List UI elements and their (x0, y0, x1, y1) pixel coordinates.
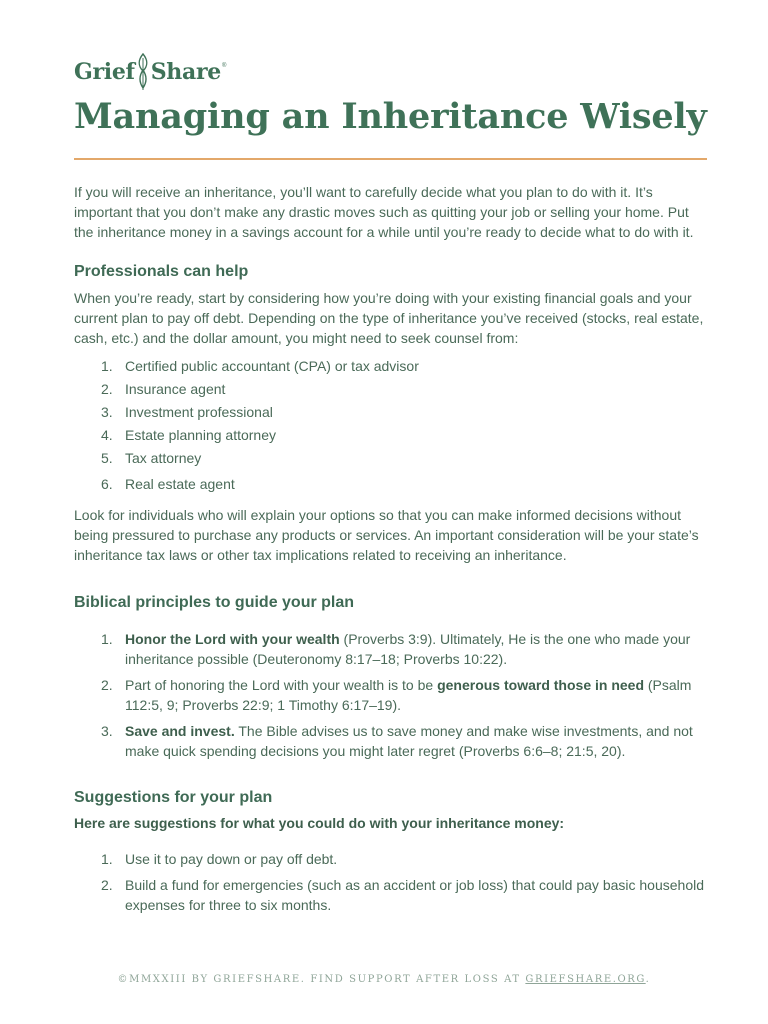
logo-word-right: Share (150, 59, 221, 85)
list-item: 1. Certified public accountant (CPA) or tax advisor (101, 358, 419, 374)
leaf-icon (136, 52, 150, 92)
professionals-closing: Look for individuals who will explain your options so that you can make informed decisions without being pressured to purchase any products or services. An important consideration will be your state’s inheritance tax laws or other tax implications related to receiving an inheritance. (74, 507, 699, 563)
list-item: 5. Tax attorney (101, 450, 202, 466)
title-divider (74, 158, 707, 160)
list-item: 3. Save and invest. The Bible advises us to save money and make wise investments, and not make quick spending decisions you might later regret (Proverbs 6:6–8; 21:5, 20). (101, 723, 693, 759)
registered-mark: ® (221, 63, 227, 69)
suggestions-intro: Here are suggestions for what you could do with your inheritance money: (74, 815, 565, 831)
footer-end: . (645, 974, 651, 985)
suggestions-heading: Suggestions for your plan (74, 789, 273, 806)
logo-word-left: Grief (74, 59, 135, 85)
biblical-list (74, 629, 708, 761)
biblical-heading: Biblical principles to guide your plan (74, 594, 355, 611)
list-item: 1. Use it to pay down or pay off debt. (101, 851, 338, 867)
list-item: 2. Insurance agent (101, 381, 226, 397)
professionals-heading: Professionals can help (74, 263, 249, 280)
list-item: 2. Part of honoring the Lord with your wealth is to be generous toward those in need (Psalm 112:5, 9; Proverbs 22:9; 1 Timothy 6:17–19). (101, 677, 692, 713)
intro-paragraph: If you will receive an inheritance, you’ll want to carefully decide what you plan to do with it. It’s important that you don’t make any drastic moves such as quitting your job or selling your home. Put the inheritance money in a savings account for a while until you’re ready to decide what to do with it. (74, 184, 694, 240)
page-title: Managing an Inheritance Wisely (74, 96, 707, 137)
footer-text: ©MMXXIII BY GRIEFSHARE. FIND SUPPORT AFTER LOSS AT (117, 974, 526, 985)
footer-link[interactable]: GRIEFSHARE.ORG (525, 974, 646, 985)
list-item: 3. Investment professional (101, 404, 273, 420)
list-item: 4. Estate planning attorney (101, 427, 276, 443)
list-item: 2. Build a fund for emergencies (such as an accident or job loss) that could pay basic household expenses for three to six months. (101, 877, 705, 913)
professionals-intro: When you’re ready, start by considering how you’re doing with your existing financial goals and your current plan to pay off debt. Depending on the type of inheritance you’ve received (stocks, real estate, cash, etc.) and the dollar amount, you might need to seek counsel from: (74, 290, 704, 346)
professionals-list (74, 356, 708, 494)
list-item: 6. Real estate agent (101, 476, 235, 492)
suggestions-list (74, 849, 708, 915)
griefshare-logo (74, 52, 226, 92)
document-body (74, 182, 708, 915)
footer (0, 974, 768, 985)
list-item: 1. Honor the Lord with your wealth (Proverbs 3:9). Ultimately, He is the one who made your inheritance possible (Deuteronomy 8:17–18; Proverbs 10:22). (101, 631, 691, 667)
